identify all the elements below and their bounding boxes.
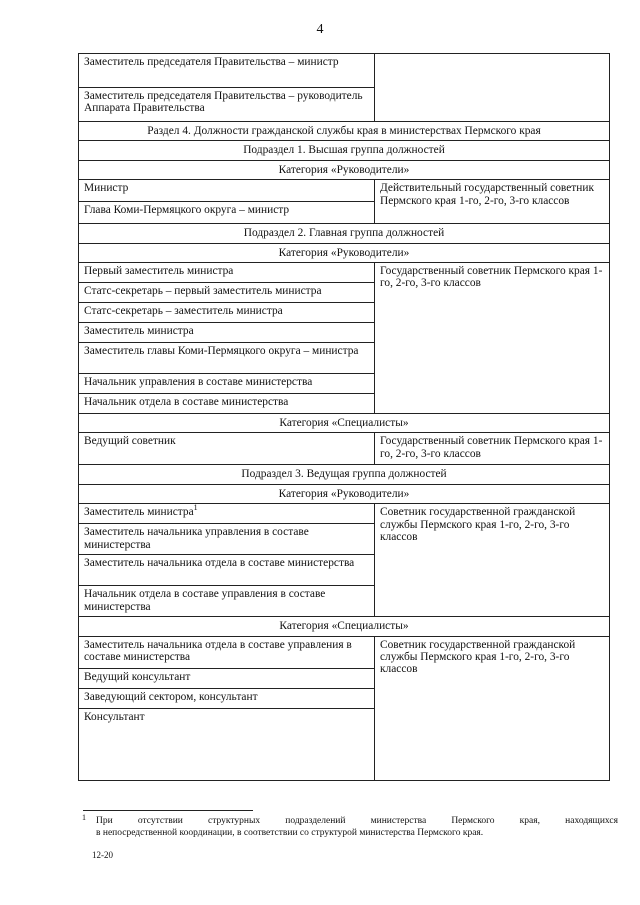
table-cell: Заведующий сектором, консультант [79,688,375,708]
footnote-divider [83,810,253,811]
category-heading: Категория «Специалисты» [79,617,610,636]
table-cell: Начальник отдела в составе управления в составе министерства [79,586,375,617]
category-heading: Категория «Руководители» [79,484,610,503]
table-cell: Заместитель главы Коми-Пермяцкого округа – министра [79,343,375,374]
table-cell: Начальник управления в составе министерства [79,374,375,394]
table-cell: Статс-секретарь – первый заместитель министра [79,283,375,303]
table-cell: Заместитель председателя Правительства – министр [79,54,375,88]
footnote-line-2: в непосредственной координации, в соответствии со структурой министерства Пермского края. [96,828,484,838]
table-cell: Статс-секретарь – заместитель министра [79,303,375,323]
rank-cell [375,54,610,122]
table-cell: Глава Коми-Пермяцкого округа – министр [79,202,375,224]
table-cell: Заместитель министра [79,323,375,343]
category-heading: Категория «Руководители» [79,160,610,179]
position-text: Заместитель министра [84,506,194,519]
table-cell: Заместитель начальника управления в составе министерства [79,524,375,555]
footnote [82,813,618,839]
subsection-heading: Подраздел 3. Ведущая группа должностей [79,465,610,484]
rank-cell: Советник государственной гражданской службы Пермского края 1-го, 2-го, 3-го классов [375,636,610,780]
document-code: 12-20 [92,850,113,860]
table-cell: Первый заместитель министра [79,263,375,283]
table-cell: Заместитель начальника отдела в составе управления в составе министерства [79,636,375,668]
rank-cell: Действительный государственный советник Пермского края 1-го, 2-го, 3-го классов [375,180,610,224]
rank-cell: Государственный советник Пермского края 1-го, 2-го, 3-го классов [375,433,610,465]
table-cell: Ведущий советник [79,433,375,465]
subsection-heading: Подраздел 1. Высшая группа должностей [79,141,610,160]
table-cell: Министр [79,180,375,202]
table-cell: Заместитель начальника отдела в составе министерства [79,555,375,586]
page-number: 4 [316,22,324,37]
footnote-mark: 1 [193,503,198,513]
table-cell [79,504,375,524]
rank-cell: Советник государственной гражданской службы Пермского края 1-го, 2-го, 3-го классов [375,504,610,617]
table-cell: Ведущий консультант [79,668,375,688]
rank-cell: Государственный советник Пермского края 1-го, 2-го, 3-го классов [375,263,610,414]
footnote-number: 1 [82,813,86,822]
positions-table [78,53,610,781]
category-heading: Категория «Специалисты» [79,414,610,433]
table-cell: Консультант [79,708,375,780]
category-heading: Категория «Руководители» [79,243,610,262]
table-cell: Начальник отдела в составе министерства [79,394,375,414]
footnote-line-1: При отсутствии структурных подразделений министерства Пермского края, находящихся [96,816,618,826]
section-heading: Раздел 4. Должности гражданской службы края в министерствах Пермского края [79,122,610,141]
table-cell: Заместитель председателя Правительства – руководитель Аппарата Правительства [79,88,375,122]
subsection-heading: Подраздел 2. Главная группа должностей [79,224,610,243]
